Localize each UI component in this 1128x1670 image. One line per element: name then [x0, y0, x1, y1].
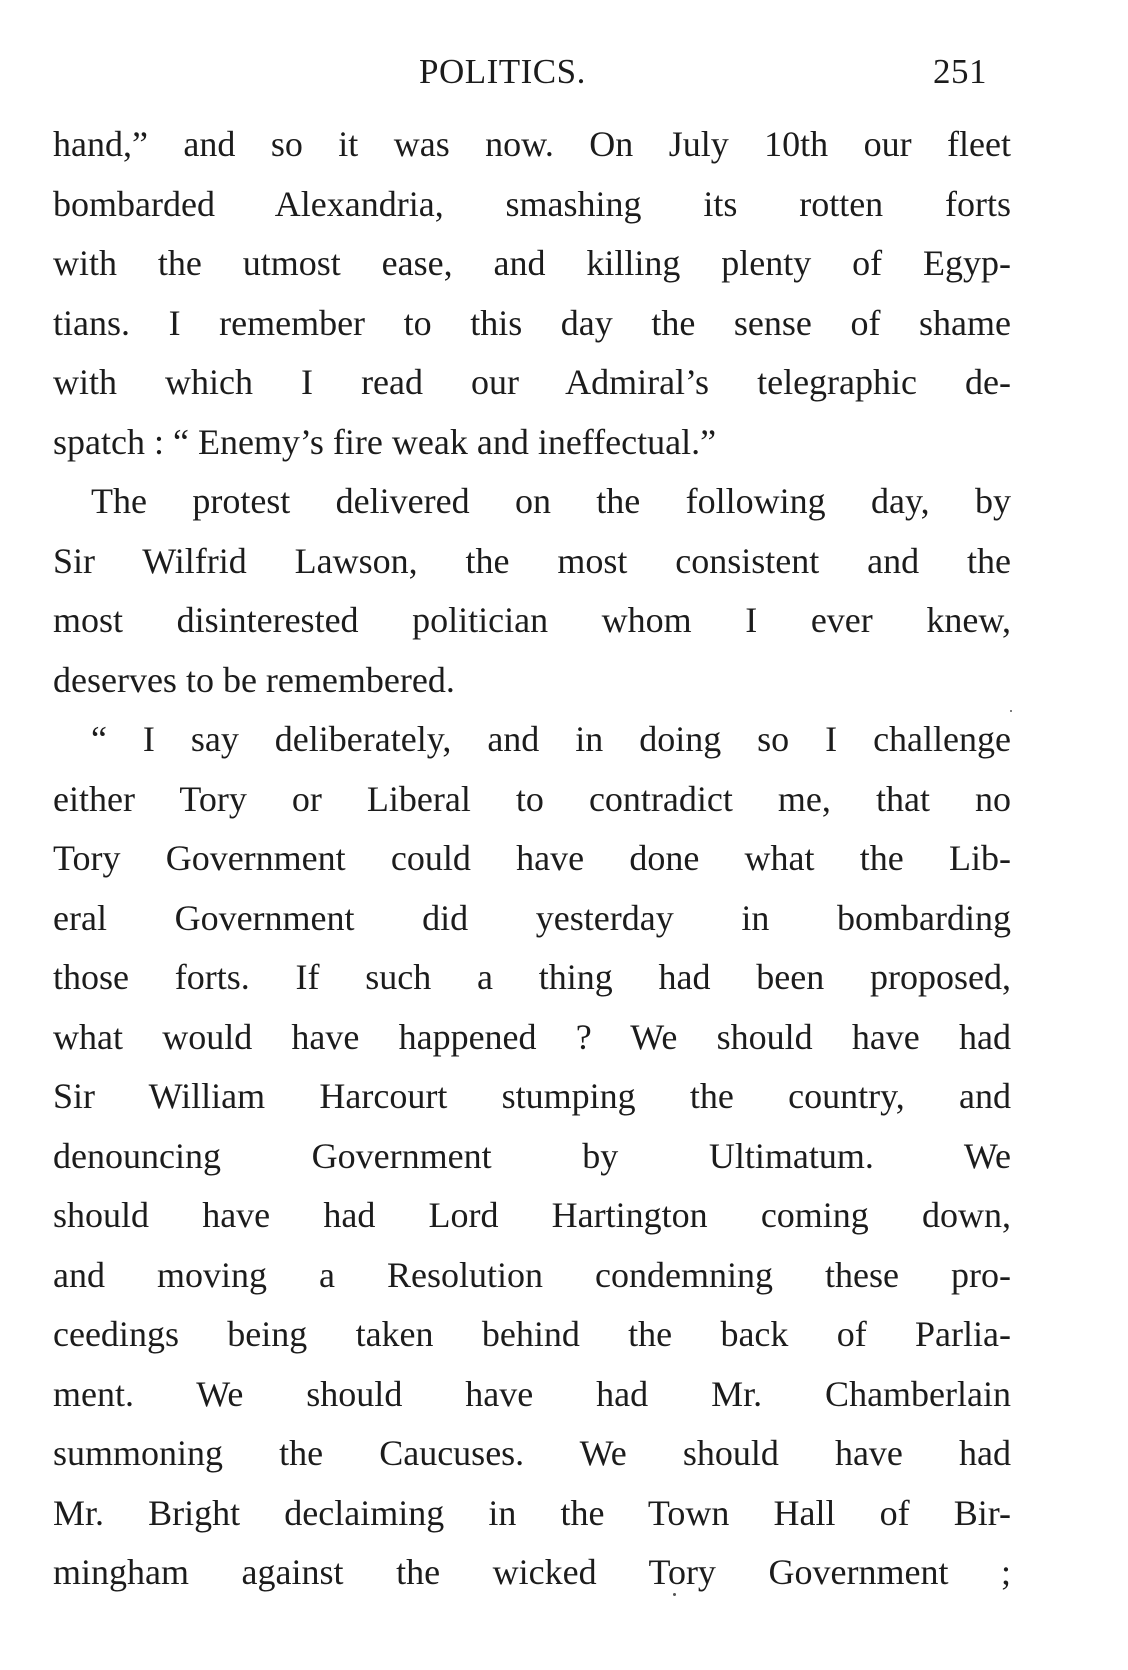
text-line: eral Government did yesterday in bombarding [53, 897, 1011, 938]
text-line: Tory Government could have done what the Lib- [53, 838, 1011, 878]
text-line: what would have happened ? We should have had [53, 1016, 1011, 1057]
text-line: with which I read our Admiral’s telegraphic de- [53, 362, 1011, 402]
body-text [53, 115, 1011, 1603]
text-line: ment. We should have had Mr. Chamberlain [53, 1373, 1011, 1414]
text-line: either Tory or Liberal to contradict me, that no [53, 778, 1011, 819]
running-title: POLITICS. [419, 52, 586, 91]
text-line: those forts. If such a thing had been proposed, [53, 957, 1011, 997]
text-line: deserves to be remembered. [53, 659, 455, 700]
print-speck [1010, 710, 1012, 712]
text-line: Sir William Harcourt stumping the country, and [53, 1076, 1011, 1116]
paragraph-start-line: The protest delivered on the following day, by [91, 481, 1011, 521]
text-line: bombarded Alexandria, smashing its rotten forts [53, 183, 1011, 224]
text-line: Mr. Bright declaiming in the Town Hall of Bir- [53, 1492, 1011, 1533]
text-line: ceedings being taken behind the back of Parlia- [53, 1314, 1011, 1354]
text-line: Sir Wilfrid Lawson, the most consistent and the [53, 540, 1011, 581]
print-speck [673, 1593, 676, 1596]
quotation-start-line: “ I say deliberately, and in doing so I challenge [91, 719, 1011, 759]
text-line: tians. I remember to this day the sense of shame [53, 302, 1011, 343]
text-line: mingham against the wicked Tory Government ; [53, 1552, 1011, 1592]
text-line: hand,” and so it was now. On July 10th our fleet [53, 124, 1011, 164]
text-line: should have had Lord Hartington coming down, [53, 1195, 1011, 1235]
text-line: summoning the Caucuses. We should have had [53, 1433, 1011, 1473]
text-line: spatch : “ Enemy’s fire weak and ineffectual.” [53, 421, 717, 462]
text-line: denouncing Government by Ultimatum. We [53, 1135, 1011, 1176]
page-number: 251 [933, 52, 987, 91]
text-line: with the utmost ease, and killing plenty of Egyp- [53, 243, 1011, 283]
text-line: and moving a Resolution condemning these pro- [53, 1254, 1011, 1295]
running-head [0, 52, 1128, 96]
text-line: most disinterested politician whom I ever knew, [53, 600, 1011, 640]
